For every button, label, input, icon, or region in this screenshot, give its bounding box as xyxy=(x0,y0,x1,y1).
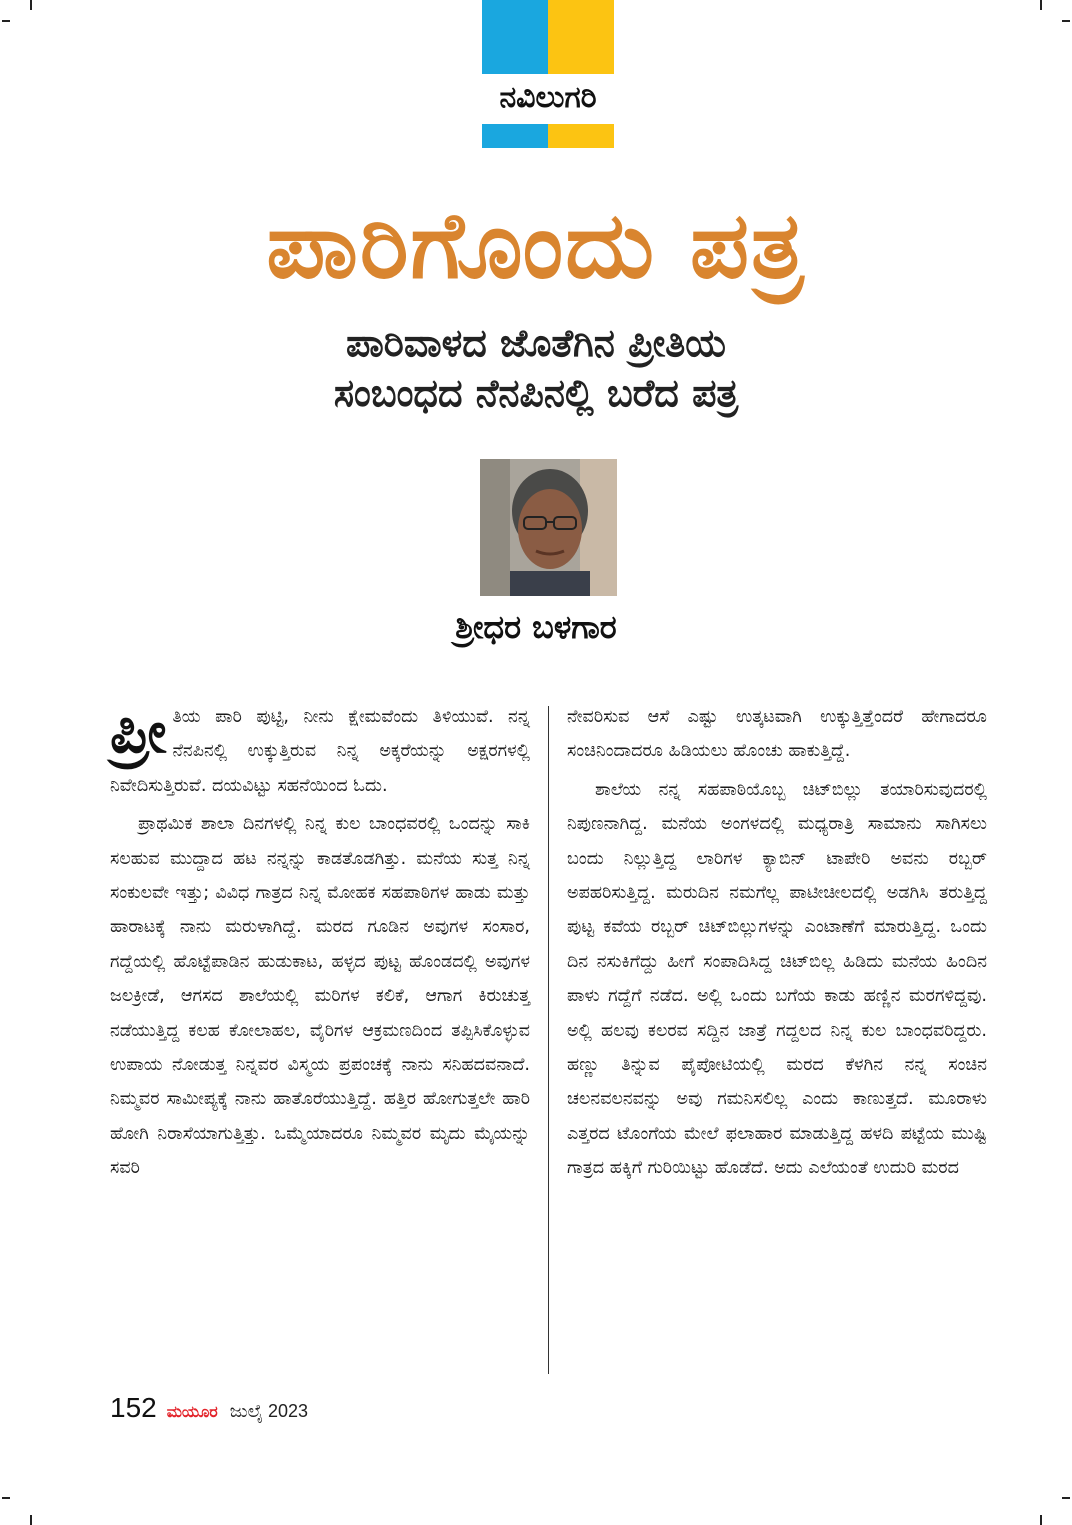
magazine-name: ಮಯೂರ xyxy=(166,1402,218,1421)
article-headline: ಪಾರಿಗೊಂದು ಪತ್ರ xyxy=(266,192,806,299)
crop-mark xyxy=(1040,0,1042,10)
logo-blue-block xyxy=(482,124,548,148)
article-paragraph: ಶಾಲೆಯ ನನ್ನ ಸಹಪಾಠಿಯೊಬ್ಬ ಚಿಟ್‌ಬಿಲ್ಲು ತಯಾರಿಸುವುದರಲ್ಲಿ ನಿಪುಣನಾಗಿದ್ದ. ಮನೆಯ ಅಂಗಳದಲ್ಲಿ ಮಧ್ಯರಾತ್ರಿ ಸಾಮಾನು ಸಾಗಿಸಲು ಬಂದು ನಿಲ್ಲುತ್ತಿದ್ದ ಲಾರಿಗಳ ಕ್ಯಾಬಿನ್ ಟಾಪೇರಿ ಅವನು ರಬ್ಬರ್ ಅಪಹರಿಸುತ್ತಿದ್ದ. ಮರುದಿನ ನಮಗೆಲ್ಲ ಪಾಟೀಚೀಲದಲ್ಲಿ ಅಡಗಿಸಿ ತರುತ್ತಿದ್ದ ಪುಟ್ಟ ಕವೆಯ ರಬ್ಬರ್ ಚಿಟ್‌ಬಿಲ್ಲುಗಳನ್ನು ಎಂಟಾಣೆಗೆ ಮಾರುತ್ತಿದ್ದ. ಒಂದು ದಿನ ನಸುಕಿಗೆದ್ದು ಹೀಗೆ ಸಂಪಾದಿಸಿದ್ದ ಚಿಟ್‌ಬಿಲ್ಲ ಹಿಡಿದು ಮನೆಯ ಹಿಂದಿನ ಪಾಳು ಗದ್ದೆಗೆ ನಡೆದ. ಅಲ್ಲಿ ಒಂದು ಬಗೆಯ ಕಾಡು ಹಣ್ಣಿನ ಮರಗಳಿದ್ದವು. ಅಲ್ಲಿ ಹಲವು ಕಲರವ ಸದ್ದಿನ ಜಾತ್ರೆ ಗದ್ದಲದ ನಿನ್ನ ಕುಲ ಬಾಂಧವರಿದ್ದರು. ಹಣ್ಣು ತಿನ್ನುವ ಪೈಪೋಟಿಯಲ್ಲಿ ಮರದ ಕೆಳಗಿನ ನನ್ನ ಸಂಚಿನ ಚಲನವಲನವನ್ನು ಅವು ಗಮನಿಸಲಿಲ್ಲ ಎಂದು ಕಾಣುತ್ತದೆ. ಮೂರಾಳು ಎತ್ತರದ ಟೊಂಗೆಯ ಮೇಲೆ ಫಲಾಹಾರ ಮಾಡುತ್ತಿದ್ದ ಹಳದಿ ಪಟ್ಟೆಯ ಮುಷ್ಟಿ ಗಾತ್ರದ ಹಕ್ಕಿಗೆ ಗುರಿಯಿಟ್ಟು ಹೊಡೆದೆ. ಅದು ಎಲೆಯಂತೆ ಉದುರಿ ಮರದ xyxy=(567,779,987,1179)
crop-mark xyxy=(2,1497,10,1499)
logo-yellow-block xyxy=(548,124,614,148)
section-logo xyxy=(482,0,614,148)
page-number: 152 xyxy=(110,1392,157,1423)
crop-mark xyxy=(30,0,32,10)
article-paragraph: ನೇವರಿಸುವ ಆಸೆ ಎಷ್ಟು ಉತ್ಕಟವಾಗಿ ಉಕ್ಕುತ್ತಿತ್ತೆಂದರೆ ಹೇಗಾದರೂ ಸಂಚಿನಿಂದಾದರೂ ಹಿಡಿಯಲು ಹೊಂಚು ಹಾಕುತ್ತಿದ್ದೆ. xyxy=(567,707,987,762)
article-column-left xyxy=(110,700,530,1186)
subheadline-line: ಪಾರಿವಾಳದ ಜೊತೆಗಿನ ಪ್ರೀತಿಯ xyxy=(346,321,726,365)
subheadline-line: ಸಂಬಂಧದ ನೆನಪಿನಲ್ಲಿ ಬರೆದ ಪತ್ರ xyxy=(333,371,739,415)
crop-mark xyxy=(2,20,10,22)
page-footer xyxy=(110,1392,308,1432)
logo-color-bar xyxy=(482,124,614,148)
article-paragraph xyxy=(110,700,530,803)
author-name: ಶ್ರೀಧರ ಬಳಗಾರ xyxy=(455,608,617,646)
logo-yellow-block xyxy=(548,0,614,74)
paragraph-text: ತಿಯ ಪಾರಿ ಪುಟ್ಟಿ, ನೀನು ಕ್ಷೇಮವೆಂದು ತಿಳಿಯುವೆ. ನನ್ನ ನೆನಪಿನಲ್ಲಿ ಉಕ್ಕುತ್ತಿರುವ ನಿನ್ನ ಅಕ್ಕರೆಯನ್ನು ಅಕ್ಷರಗಳಲ್ಲಿ ನಿವೇದಿಸುತ್ತಿರುವೆ. ದಯವಿಟ್ಟು ಸಹನೆಯಿಂದ ಓದು. xyxy=(110,707,530,796)
column-divider xyxy=(548,706,549,1374)
section-logo-text: ನವಿಲುಗರಿ xyxy=(499,80,597,115)
drop-cap: ಪ್ರೀ xyxy=(110,698,167,766)
issue-date: ಜುಲೈ 2023 xyxy=(229,1401,309,1421)
crop-mark xyxy=(1062,20,1070,22)
crop-mark xyxy=(30,1515,32,1525)
crop-mark xyxy=(1062,1497,1070,1499)
logo-blue-block xyxy=(482,0,548,74)
crop-mark xyxy=(1040,1515,1042,1525)
logo-color-bar xyxy=(482,0,614,74)
author-photo xyxy=(480,459,617,596)
article-column-right xyxy=(567,700,987,1186)
article-subheadline xyxy=(0,318,1072,418)
article-paragraph: ಪ್ರಾಥಮಿಕ ಶಾಲಾ ದಿನಗಳಲ್ಲಿ ನಿನ್ನ ಕುಲ ಬಾಂಧವರಲ್ಲಿ ಒಂದನ್ನು ಸಾಕಿ ಸಲಹುವ ಮುದ್ದಾದ ಹಟ ನನ್ನನ್ನು ಕಾಡತೊಡಗಿತ್ತು. ಮನೆಯ ಸುತ್ತ ನಿನ್ನ ಸಂಕುಲವೇ ಇತ್ತು; ವಿವಿಧ ಗಾತ್ರದ ನಿನ್ನ ಮೋಹಕ ಸಹಪಾಠಿಗಳ ಹಾಡು ಮತ್ತು ಹಾರಾಟಕ್ಕೆ ನಾನು ಮರುಳಾಗಿದ್ದೆ. ಮರದ ಗೂಡಿನ ಅವುಗಳ ಸಂಸಾರ, ಗದ್ದೆಯಲ್ಲಿ ಹೊಟ್ಟೆಪಾಡಿನ ಹುಡುಕಾಟ, ಹಳ್ಳದ ಪುಟ್ಟ ಹೊಂಡದಲ್ಲಿ ಅವುಗಳ ಜಲಕ್ರೀಡೆ, ಆಗಸದ ಶಾಲೆಯಲ್ಲಿ ಮರಿಗಳ ಕಲಿಕೆ, ಆಗಾಗ ಕಿರುಚುತ್ತ ನಡೆಯುತ್ತಿದ್ದ ಕಲಹ ಕೋಲಾಹಲ, ವೈರಿಗಳ ಆಕ್ರಮಣದಿಂದ ತಪ್ಪಿಸಿಕೊಳ್ಳುವ ಉಪಾಯ ನೋಡುತ್ತ ನಿನ್ನವರ ವಿಸ್ಮಯ ಪ್ರಪಂಚಕ್ಕೆ ನಾನು ಸನಿಹದವನಾದೆ. ನಿಮ್ಮವರ ಸಾಮೀಪ್ಯಕ್ಕೆ ನಾನು ಹಾತೊರೆಯುತ್ತಿದ್ದೆ. ಹತ್ತಿರ ಹೋಗುತ್ತಲೇ ಹಾರಿ ಹೋಗಿ ನಿರಾಸೆಯಾಗುತ್ತಿತ್ತು. ಒಮ್ಮೆಯಾದರೂ ನಿಮ್ಮವರ ಮೃದು ಮೈಯನ್ನು ಸವರಿ xyxy=(110,814,530,1179)
